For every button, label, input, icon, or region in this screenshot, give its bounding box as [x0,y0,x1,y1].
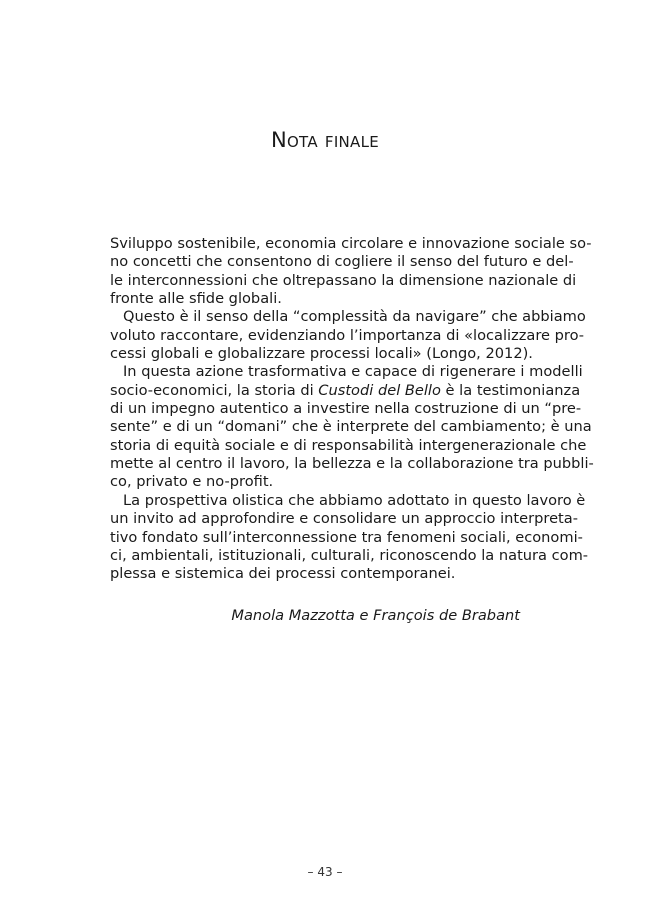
text-line: co, privato e no-profit. [110,473,274,491]
text-line: storia di equità sociale e di responsabilità intergenerazionale che [110,436,587,454]
text-segment: è la testimonianza [440,381,581,399]
text-segment: socio-economici, la storia di [110,381,319,399]
text-line: plessa e sistemica dei processi contemporanei. [110,565,456,583]
chapter-title: Nota finale [270,128,380,152]
text-line: di un impegno autentico a investire nella costruzione di un “pre- [110,400,582,418]
body-text [110,235,594,584]
page-number: – 43 – [307,865,343,879]
text-line-mixed [110,381,581,400]
text-line: La prospettiva olistica che abbiamo adottato in questo lavoro è [123,491,586,509]
italic-title: Custodi del Bello [318,381,441,399]
text-line: sente” e di un “domani” che è interprete del cambiamento; è una [110,418,592,436]
text-line: fronte alle sfide globali. [110,290,282,308]
text-line: mette al centro il lavoro, la bellezza e la collaborazione tra pubbli- [110,455,594,473]
text-line: le interconnessioni che oltrepassano la dimensione nazionale di [110,271,577,289]
text-line: no concetti che consentono di cogliere il senso del futuro e del- [110,253,574,271]
text-line: voluto raccontare, evidenziando l’importanza di «localizzare pro- [110,326,585,344]
text-line: Questo è il senso della “complessità da navigare” che abbiamo [123,308,586,326]
signature: Manola Mazzotta e François de Brabant [231,607,520,624]
text-line: cessi globali e globalizzare processi locali» (Longo, 2012). [110,345,533,363]
text-line: ci, ambientali, istituzionali, culturali, riconoscendo la natura com- [110,546,589,564]
text-line: Sviluppo sostenibile, economia circolare e innovazione sociale so- [110,235,592,252]
text-line: In questa azione trasformativa e capace di rigenerare i modelli [123,363,583,381]
text-line: un invito ad approfondire e consolidare un approccio interpreta- [110,510,578,528]
text-line: tivo fondato sull’interconnessione tra fenomeni sociali, economi- [110,528,583,546]
